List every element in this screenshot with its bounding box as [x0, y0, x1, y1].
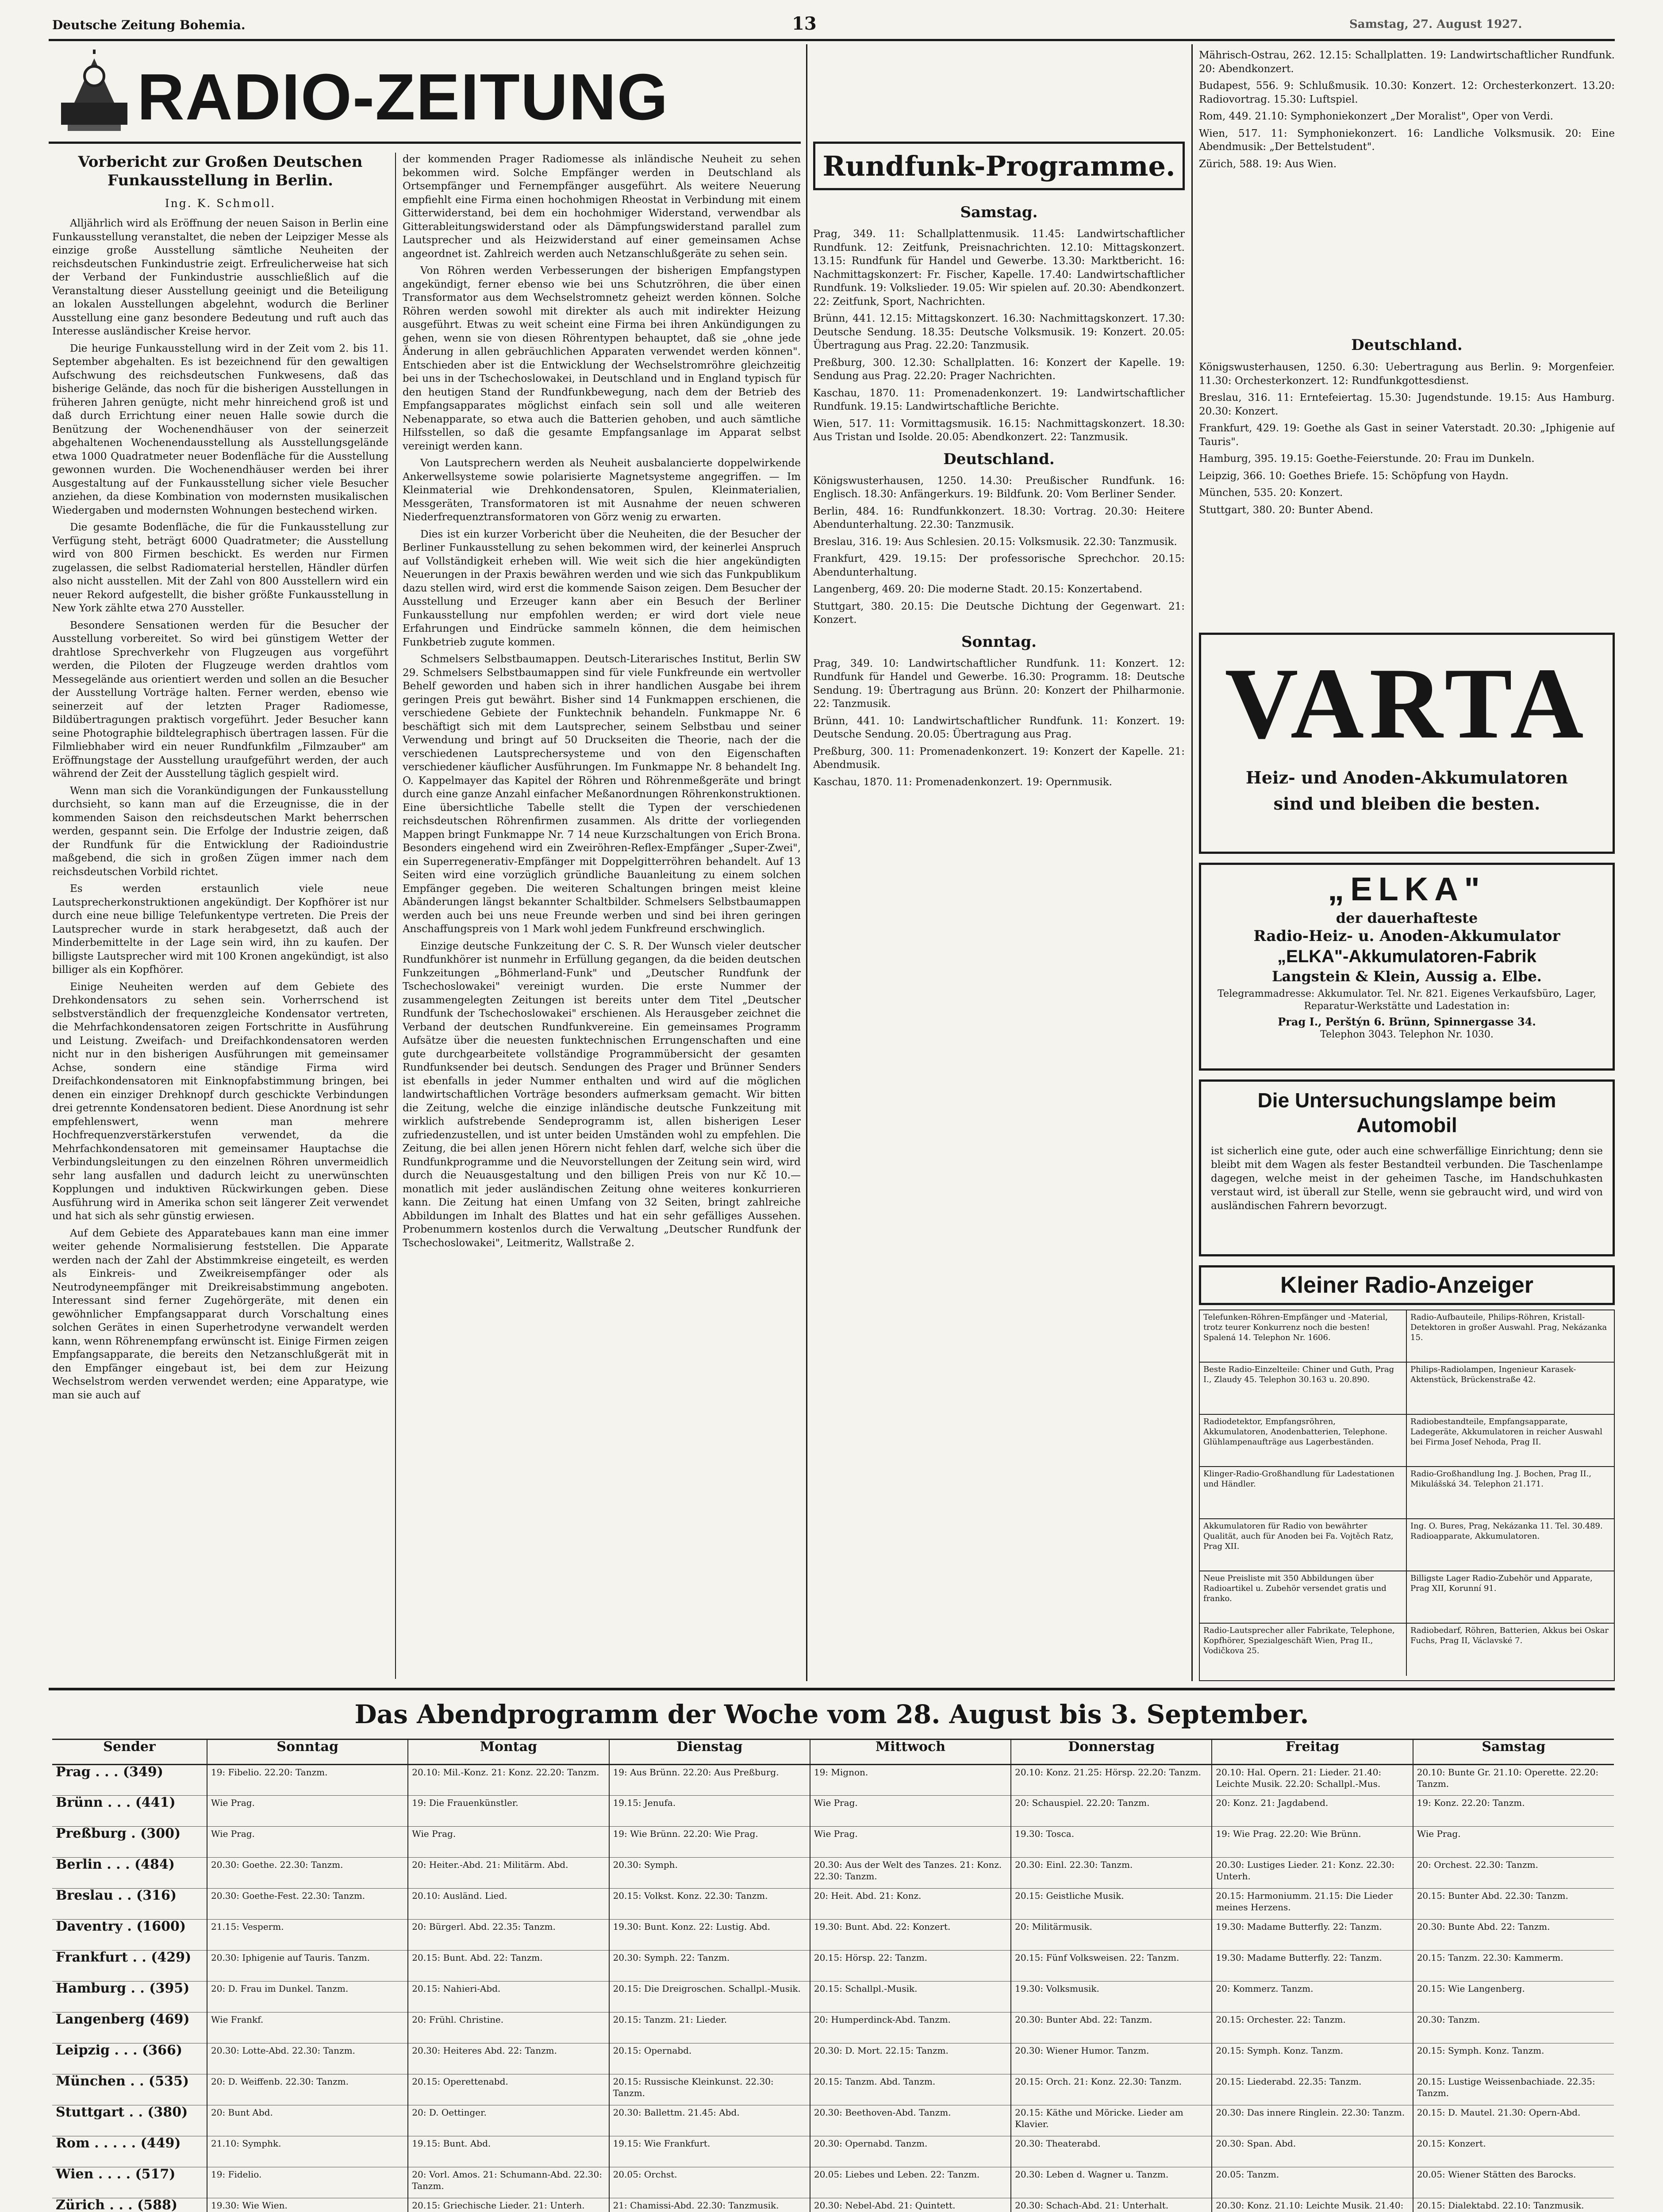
program-entry: Hamburg, 395. 19.15: Goethe-Feierstunde. 20: Frau im Dunkeln.: [1199, 453, 1535, 465]
lamp-ad: [1199, 1079, 1615, 1256]
schedule-cell: 19: Wie Brünn. 22.20: Wie Prag.: [609, 1827, 810, 1858]
programs-heading: Rundfunk-Programme.: [822, 150, 1175, 182]
schedule-cell: 20.30: Bunter Abd. 22: Tanzm.: [1011, 2012, 1212, 2043]
program-entry: Kaschau, 1870. 11: Promenadenkonzert. 19: Opernmusik.: [813, 776, 1112, 788]
schedule-cell: 20.05: Wiener Stätten des Barocks.: [1413, 2167, 1614, 2198]
schedule-cell: 20.15: Volkst. Konz. 22.30: Tanzm.: [609, 1889, 810, 1920]
article-author: Ing. K. Schmoll.: [165, 197, 276, 210]
schedule-cell: 19: Aus Brünn. 22.20: Aus Preßburg.: [609, 1765, 810, 1796]
radio-logo-icon: [57, 50, 132, 134]
schedule-cell: 20.15: Wie Langenberg.: [1413, 1982, 1614, 2012]
schedule-row: [52, 2043, 1614, 2074]
schedule-cell: 20.30: Iphigenie auf Tauris. Tanzm.: [207, 1951, 408, 1982]
schedule-cell: 20: D. Oettinger.: [408, 2105, 609, 2136]
schedule-cell: 20.15: Opernabd.: [609, 2043, 810, 2074]
kleiner-anzeiger-heading: [1199, 1265, 1615, 1305]
schedule-cell: 20.30: Nebel-Abd. 21: Quintett.: [810, 2198, 1011, 2212]
article-paragraph: Einige Neuheiten werden auf dem Gebiete des Drehkondensators zu sehen sein. Vorherrschend ist selbstverständlich der frequenzgleiche Kondensator vertreten, die Mehrfachkondensatoren zeigen Fortschritte in Ausführung und Leistung. Zweifach- und Dreifachkondensatoren werden nicht nur in den bisherigen Ausführungen mit gemeinsamer Achse, sondern eine ständige Firma wird Dreifachkondensatoren mit Einknopfabstimmung bringen, bei denen ein einziger Drehknopf durch geschickte Verbindungen drei getrennte Kondensatoren bedient. Diese Anordnung ist sehr empfehlenswert, wenn man mehrere Hochfrequenzverstärkerstufen verwendet, da die Mehrfachkondensatoren mit gemeinsamer Hauptachse die Verbindungsleitungen zu den einzelnen Röhren unvermeidlich sehr lang ausfallen und dadurch leicht zu unerwünschten Kopplungen und induktiven Rückwirkungen geben. Diese Ausführung wird in Amerika schon seit längerer Zeit verwendet und hat sich als sehr günstig erwiesen.: [52, 981, 388, 1222]
program-entry: Frankfurt, 429. 19.15: Der professorische Sprechchor. 20.15: Abendunterhaltung.: [813, 553, 1185, 578]
schedule-row: [52, 2198, 1614, 2212]
elka-line-6: Prag I., Perštýn 6. Brünn, Spinnergasse 34.: [1278, 1015, 1536, 1028]
article-paragraph: Schmelsers Selbstbaumappen. Deutsch-Literarisches Institut, Berlin SW 29. Schmelsers Selbstbaumappen sind für viele Funkfreunde ein wertvoller Behelf geworden und haben sich in ihrer handlichen Ausgabe bei ihrem geringen Preis gut bewährt. Bisher sind 14 Funkmappen erschienen, die verschiedene Gebiete der Funktechnik behandeln. Funkmappe Nr. 6 beschäftigt sich mit dem Lautsprecher, seinem Selbstbau und seiner Verwendung und bringt auf 50 Druckseiten die Theorie, nach der die verschiedenen Lautsprechersysteme und von den Eigenschaften verschiedener käuflicher Ausführungen. Im Funkmappe Nr. 8 behandelt Ing. O. Kappelmayer das Kapitel der Röhren und Röhrenmeßgeräte und bringt durch eine ganze Anzahl einfacher Meßanordnungen Röhrenkonstruktionen. Eine übersichtliche Tabelle stellt die Typen der verschiedenen reichsdeutschen Röhrenfirmen zusammen. Als dritte der vorliegenden Mappen bringt Funkmappe Nr. 7 14 neue Kurzschaltungen von Erich Brona. Besonders eingehend wird ein Zweiröhren-Reflex-Empfänger „Super-Zwei", ein Superregenerativ-Empfänger mit Doppelgitterröhren behandelt. Auf 13 Seiten wird eine vorzüglich gründliche Bauanleitung zu einem solchen Empfänger gegeben. Die weiteren Schaltungen bringen meist kleine Abänderungen längst bekannter Schaltbilder. Schmelsers Selbstbaumappen werden auch bei uns neue Freunde werben und sind bei ihren geringen Anschaffungspreis von 1 Mark wohl jedem Funkfreund erschwinglich.: [403, 653, 801, 935]
column-header: Montag: [408, 1740, 609, 1765]
schedule-row: [52, 1951, 1614, 1982]
schedule-cell: 20.30: Tanzm.: [1413, 2012, 1614, 2043]
article-paragraph: Wenn man sich die Vorankündigungen der Funkausstellung durchsieht, so kann man auf die Erzeugnisse, die in der kommenden Saison den reichsdeutschen Markt beherrschen werden, gespannt sein. Die Erfolge der Industrie zeigen, daß der Rundfunk für die Entwicklung der Radioindustrie maßgebend, die sich in großen Zügen immer nach dem reichsdeutschen Vorbild richtet.: [52, 785, 388, 878]
elka-line-4: Langstein & Klein, Aussig a. Elbe.: [1272, 968, 1542, 985]
schedule-cell: Wie Prag.: [207, 1827, 408, 1858]
schedule-cell: 19: Wie Prag. 22.20: Wie Brünn.: [1212, 1827, 1413, 1858]
column-header: Sonntag: [207, 1740, 408, 1765]
program-entry: Mährisch-Ostrau, 262. 12.15: Schallplatten. 19: Landwirtschaftlicher Rundfunk. 20: Abendkonzert.: [1199, 50, 1615, 75]
elka-line-3: „ELKA"-Akkumulatoren-Fabrik: [1277, 947, 1536, 966]
schedule-cell: 20.15: Symph. Konz. Tanzm.: [1212, 2043, 1413, 2074]
program-entry: Wien, 517. 11: Symphoniekonzert. 16: Landliche Volksmusik. 20: Eine Abendmusik: „Der Bettelstudent".: [1199, 127, 1615, 153]
elka-line-5: Telegrammadresse: Akkumulator. Tel. Nr. 821. Eigenes Verkaufsbüro, Lager, Reparatur-Werkstätte und Ladestation in:: [1217, 988, 1596, 1012]
schedule-row: [52, 1920, 1614, 1951]
schedule-row: [52, 1982, 1614, 2012]
schedule-cell: 20.15: Tanzm. 21: Lieder.: [609, 2012, 810, 2043]
program-entry: Breslau, 316. 19: Aus Schlesien. 20.15: Volksmusik. 22.30: Tanzmusik.: [813, 536, 1177, 548]
masthead-rule: [49, 142, 801, 144]
schedule-cell: 20: Konz. 21: Jagdabend.: [1212, 1796, 1413, 1827]
schedule-cell: 20: Militärmusik.: [1011, 1920, 1212, 1951]
schedule-cell: Wie Prag.: [810, 1827, 1011, 1858]
schedule-cell: 20: Kommerz. Tanzm.: [1212, 1982, 1413, 2012]
schedule-cell: Wie Frankf.: [207, 2012, 408, 2043]
classified-ad: Neue Preisliste mit 350 Abbildungen über Radioartikel u. Zubehör versendet gratis und franko.: [1200, 1571, 1407, 1624]
classified-ad: Telefunken-Röhren-Empfänger und -Material, trotz teurer Konkurrenz noch die besten! Spalená 14. Telephon Nr. 1606.: [1200, 1310, 1407, 1363]
lamp-ad-text: ist sicherlich eine gute, oder auch eine schwerfällige Einrichtung; denn sie bleibt mit dem Wagen als fester Bestandteil verbunden. Die Taschenlampe dagegen, welche meist in der geheimen Tasche, im Handschuhkasten verstaut wird, ist überall zur Stelle, wenn sie gebraucht wird, und wird von ausländischen Fahrern bevorzugt.: [1211, 1145, 1603, 1212]
schedule-cell: 20: Vorl. Amos. 21: Schumann-Abd. 22.30: Tanzm.: [408, 2167, 609, 2198]
schedule-cell: 20.15: Harmoniumm. 21.15: Die Lieder meines Herzens.: [1212, 1889, 1413, 1920]
classified-ad: Radiodetektor, Empfangsröhren, Akkumulatoren, Anodenbatterien, Telephone. Glühlampenaufträge aus Lagerbeständen.: [1200, 1415, 1407, 1467]
program-entry: Wien, 517. 11: Vormittagsmusik. 16.15: Nachmittagskonzert. 18.30: Aus Tristan und Isolde. 20.05: Abendkonzert. 22: Tanzmusik.: [813, 418, 1185, 443]
schedule-cell: 20.05: Orchst.: [609, 2167, 810, 2198]
schedule-cell: 20.30: Symph. 22: Tanzm.: [609, 1951, 810, 1982]
program-entry: Stuttgart, 380. 20.15: Die Deutsche Dichtung der Gegenwart. 21: Konzert.: [813, 600, 1185, 626]
schedule-cell: 19.15: Bunt. Abd.: [408, 2136, 609, 2167]
schedule-cell: 20.30: Einl. 22.30: Tanzm.: [1011, 1858, 1212, 1889]
schedule-cell: 20.30: Span. Abd.: [1212, 2136, 1413, 2167]
schedule-cell: 19.30: Madame Butterfly. 22: Tanzm.: [1212, 1951, 1413, 1982]
schedule-cell: 19: Mignon.: [810, 1765, 1011, 1796]
article-column-2: [403, 153, 801, 1688]
schedule-cell: 20.15: Symph. Konz. Tanzm.: [1413, 2043, 1614, 2074]
schedule-cell: 20.15: Orch. 21: Konz. 22.30: Tanzm.: [1011, 2074, 1212, 2105]
schedule-cell: 20: Bunt Abd.: [207, 2105, 408, 2136]
schedule-cell: 20.30: Lotte-Abd. 22.30: Tanzm.: [207, 2043, 408, 2074]
program-entry: Prag, 349. 10: Landwirtschaftlicher Rundfunk. 11: Konzert. 12: Rundfunk für Handel und Gewerbe. 16.30: Programm. 18: Deutsche Sendung. 19: Übertragung aus Brünn. 20: Konzert der Philharmonie. 22: Tanzmusik.: [813, 657, 1185, 710]
schedule-row: [52, 2105, 1614, 2136]
schedule-cell: Wie Prag.: [408, 1827, 609, 1858]
schedule-cell: 21.10: Symphk.: [207, 2136, 408, 2167]
column-header: Sender: [52, 1740, 207, 1765]
elka-line-1: der dauerhafteste: [1336, 910, 1478, 926]
classified-ad: Radiobestandteile, Empfangsapparate, Ladegeräte, Akkumulatoren in reicher Auswahl bei Firma Josef Nehoda, Prag II.: [1407, 1415, 1614, 1467]
schedule-cell: 20.15: Hörsp. 22: Tanzm.: [810, 1951, 1011, 1982]
programs-column: [813, 199, 1185, 1681]
day-heading: Deutschland.: [943, 450, 1055, 468]
column-header: Dienstag: [609, 1740, 810, 1765]
schedule-cell: 20.15: Operettenabd.: [408, 2074, 609, 2105]
schedule-cell: 19.30: Bunt. Abd. 22: Konzert.: [810, 1920, 1011, 1951]
article-paragraph: Dies ist ein kurzer Vorbericht über die Neuheiten, die der Besucher der Berliner Funkausstellung zu sehen bekommen wird, der keinerlei Anspruch auf Vollständigkeit erheben will. Wie weit sich die hier angekündigten Neuerungen in der Praxis bewähren werden und wie sich das Funkpublikum dazu stellen wird, wird erst die kommende Saison zeigen. Dem Besucher der Ausstellung und Erzeuger kann aber ein Besuch der Berliner Funkausstellung nur empfohlen werden; er wird dort viele neue Erfahrungen und Eindrücke sammeln können, die dem heimischen Funkbetrieb zugute kommen.: [403, 528, 801, 648]
schedule-cell: 20.30: Schach-Abd. 21: Unterhalt.: [1011, 2198, 1212, 2212]
schedule-cell: 20.10: Mil.-Konz. 21: Konz. 22.20: Tanzm.: [408, 1765, 609, 1796]
schedule-cell: 20.30: Theaterabd.: [1011, 2136, 1212, 2167]
schedule-cell: 20.30: Leben d. Wagner u. Tanzm.: [1011, 2167, 1212, 2198]
schedule-cell: 19.30: Wie Wien.: [207, 2198, 408, 2212]
schedule-cell: 19: Fibelio. 22.20: Tanzm.: [207, 1765, 408, 1796]
lamp-ad-title: Die Untersuchungslampe beim Automobil: [1257, 1089, 1556, 1137]
schedule-cell: 19.30: Volksmusik.: [1011, 1982, 1212, 2012]
station-name: Breslau . . (316): [52, 1889, 207, 1920]
schedule-cell: 20.15: Liederabd. 22.35: Tanzm.: [1212, 2074, 1413, 2105]
station-name: Brünn . . . (441): [52, 1796, 207, 1827]
station-name: Langenberg (469): [52, 2012, 207, 2043]
schedule-cell: 20.15: Bunt. Abd. 22: Tanzm.: [408, 1951, 609, 1982]
column-header: Mittwoch: [810, 1740, 1011, 1765]
program-entry: Langenberg, 469. 20: Die moderne Stadt. 20.15: Konzertabend.: [813, 584, 1143, 595]
schedule-cell: 20.30: Aus der Welt des Tanzes. 21: Konz. 22.30: Tanzm.: [810, 1858, 1011, 1889]
schedule-cell: 20.30: Ballettm. 21.45: Abd.: [609, 2105, 810, 2136]
program-entry: Preßburg, 300. 11: Promenadenkonzert. 19: Konzert der Kapelle. 21: Abendmusik.: [813, 745, 1185, 771]
schedule-cell: 20.15: Tanzm. Abd. Tanzm.: [810, 2074, 1011, 2105]
program-entry: Brünn, 441. 10: Landwirtschaftlicher Rundfunk. 11: Konzert. 19: Deutsche Sendung. 20.05: Übertragung aus Prag.: [813, 715, 1185, 740]
elka-line-7: Telephon 3043. Telephon Nr. 1030.: [1320, 1029, 1494, 1040]
program-entry: Prag, 349. 11: Schallplattenmusik. 11.45: Landwirtschaftlicher Rundfunk. 12: Zeitfunk, Preisnachrichten. 12.10: Mittagskonzert. 13.15: Rundfunk für Handel und Gewerbe. 13.30: Marktbericht. 16: Nachmittagskonzert: Fr. Fischer, Kapelle. 17.40: Landwirtschaftlicher Rundfunk. 19: Volkslieder. 19.05: Wir spielen auf. 20.30: Abendkonzert. 22: Zeitfunk, Sport, Nachrichten.: [813, 228, 1185, 307]
schedule-cell: 20: Heiter.-Abd. 21: Militärm. Abd.: [408, 1858, 609, 1889]
schedule-cell: 20.30: Opernabd. Tanzm.: [810, 2136, 1011, 2167]
schedule-cell: 20.30: Bunte Abd. 22: Tanzm.: [1413, 1920, 1614, 1951]
schedule-cell: 20: Schauspiel. 22.20: Tanzm.: [1011, 1796, 1212, 1827]
program-entry: Königswusterhausen, 1250. 6.30: Uebertragung aus Berlin. 9: Morgenfeier. 11.30: Orchesterkonzert. 12: Rundfunkgottesdienst.: [1199, 361, 1615, 387]
program-entry: Berlin, 484. 16: Rundfunkkonzert. 18.30: Vortrag. 20.30: Heitere Abendunterhaltung. 22.30: Tanzmusik.: [813, 505, 1185, 530]
station-name: Hamburg . . (395): [52, 1982, 207, 2012]
column-header: Donnerstag: [1011, 1740, 1212, 1765]
schedule-cell: 21: Chamissi-Abd. 22.30: Tanzmusik.: [609, 2198, 810, 2212]
schedule-row: [52, 1796, 1614, 1827]
station-name: Daventry . (1600): [52, 1920, 207, 1951]
program-entry: Zürich, 588. 19: Aus Wien.: [1199, 158, 1337, 170]
schedule-cell: 20.30: Symph.: [609, 1858, 810, 1889]
schedule-table-wrap: [52, 1739, 1614, 2212]
schedule-cell: 20.10: Konz. 21.25: Hörsp. 22.20: Tanzm.: [1011, 1765, 1212, 1796]
program-entry: Breslau, 316. 11: Erntefeiertag. 15.30: Jugendstunde. 19.15: Aus Hamburg. 20.30: Konzert.: [1199, 392, 1615, 417]
schedule-top-rule: [49, 1688, 1615, 1690]
article-paragraph: Einzige deutsche Funkzeitung der C. S. R. Der Wunsch vieler deutscher Rundfunkhörer ist nunmehr in Erfüllung gegangen, da die beiden deutschen Funkzeitungen „Böhmerland-Funk" und „Deutscher Rundfunk der Tschechoslowakei" vereinigt wurden. Die erste Nummer der zusammengelegten Zeitungen ist bereits unter dem Titel „Deutscher Rundfunk der Tschechoslowakei" erschienen. Als Herausgeber zeichnet die Verband der deutschen Rundfunkvereine. Ein gemeinsames Programm Aufsätze über die neuesten funktechnischen Errungenschaften und eine gute durchgearbeitete vollständige Programmübersicht der gesamten Rundfunksender bei deutsch. Sendungen des Prager und Brünner Senders ist ebenfalls in jeder Nummer enthalten und wird auf die möglichen landwirtschaftlichen Vorträge besonders aufmerksam gemacht. Wir bitten die Zeitung, welche die einzige inländische deutsche Funkzeitung mit wirklich aufstrebende Sendeprogramm ist, allen bisherigen Leser zufriedenzustellen, und ist unter beiden Umständen wohl zu empfehlen. Die Zeitung, die bei allen jenen Hörern nicht fehlen darf, welche sich über die Rundfunkprogramme und die Neuvorstellungen der Zeitung sein wird, wird durch die Neuausgestaltung und den billigen Preis von nur Kč 10.— monatlich mit jeder ausländischen Zeitung ohne weiteres konkurrieren kann. Die Zeitung hat einen Umfang von 32 Seiten, bringt zahlreiche Abbildungen im Inhalt des Blattes und hat ein sehr gefälliges Aussehen. Probenummern kostenlos durch die Verwaltung „Deutscher Rundfunk der Tschechoslowakei", Leitmeritz, Wallstraße 2.: [403, 940, 801, 1249]
article-column-1: [52, 217, 388, 1690]
schedule-cell: 20.15: Die Dreigroschen. Schallpl.-Musik.: [609, 1982, 810, 2012]
schedule-cell: 20.05: Tanzm.: [1212, 2167, 1413, 2198]
program-entry: Kaschau, 1870. 11: Promenadenkonzert. 19: Landwirtschaftlicher Rundfunk. 19.15: Landwirtschaftliche Berichte.: [813, 387, 1185, 412]
station-name: Wien . . . . (517): [52, 2167, 207, 2198]
schedule-cell: 19.15: Jenufa.: [609, 1796, 810, 1827]
schedule-cell: Wie Prag.: [1413, 1827, 1614, 1858]
schedule-table: [52, 1739, 1614, 2212]
article-title: Vorbericht zur Großen Deutschen Funkausstellung in Berlin.: [78, 153, 363, 189]
schedule-cell: 20.15: D. Mautel. 21.30: Opern-Abd.: [1413, 2105, 1614, 2136]
schedule-cell: 20.15: Konzert.: [1413, 2136, 1614, 2167]
article-paragraph: Besondere Sensationen werden für die Besucher der Ausstellung vorbereitet. So wird bei günstigem Wetter der drahtlose Sprechverkehr von Flugzeugen aus vorgeführt werden, die Piloten der Flugzeuge werden drahtlos vom Messegelände aus orientiert werden und sollen an die Besucher der Ausstellung Vorträge halten. Ferner werden, ebenso wie seinerzeit auf der letzten Prager Radiomesse, Bildübertragungen praktisch vorgeführt. Jeder Besucher kann seine Photographie bildtelegraphisch übertragen lassen. Für die Filmliebhaber wird ein neuer Rundfunkfilm „Filmzauber" am Eröffnungstage der Ausstellung uraufgeführt werden, der auch während der Zeit der Ausstellung täglich gespielt wird.: [52, 619, 388, 780]
schedule-cell: 20.15: Käthe und Möricke. Lieder am Klavier.: [1011, 2105, 1212, 2136]
article-paragraph: der kommenden Prager Radiomesse als inländische Neuheit zu sehen bekommen wird. Solche Empfänger werden in Deutschland als Ortsempfänger und Fernempfänger ausgeführt. Als weitere Neuerung empfiehlt eine Firma einen hochohmigen Rheostat in Verbindung mit einem Gitterwiderstand, bei dem ein hochohmiger Widerstand, verwendbar als Gitterableitungswiderstand oder als Dämpfungswiderstand parallel zum Lautsprecher und als Heizwiderstand auf einer gemeinsamen Achse angeordnet ist. Zahlreich werden auch Netzanschlußgeräte zu sehen sein.: [403, 154, 801, 260]
schedule-cell: 20: Frühl. Christine.: [408, 2012, 609, 2043]
station-name: Frankfurt . . (429): [52, 1951, 207, 1982]
classified-ad: Philips-Radiolampen, Ingenieur Karasek-Aktenstück, Brückenstraße 42.: [1407, 1363, 1614, 1415]
program-entry: Brünn, 441. 12.15: Mittagskonzert. 16.30: Nachmittagskonzert. 17.30: Deutsche Sendung. 18.35: Deutsche Volksmusik. 19: Konzert. 20.05: Übertragung aus Prag. 22.20: Tanzmusik.: [813, 313, 1185, 351]
classified-ad: Akkumulatoren für Radio von bewährter Qualität, auch für Anoden bei Fa. Vojtěch Ratz, Prag XII.: [1200, 1519, 1407, 1571]
program-entry: München, 535. 20: Konzert.: [1199, 487, 1343, 499]
schedule-cell: 20.30: Konz. 21.10: Leichte Musik. 21.40:: [1212, 2198, 1413, 2212]
schedule-cell: 20.30: Lustiges Lieder. 21: Konz. 22.30: Unterh.: [1212, 1858, 1413, 1889]
schedule-header-row: [52, 1740, 1614, 1765]
schedule-cell: 21.15: Vesperm.: [207, 1920, 408, 1951]
page-number: 13: [792, 13, 817, 34]
station-name: Preßburg . (300): [52, 1827, 207, 1858]
program-entry: Rom, 449. 21.10: Symphoniekonzert „Der Moralist", Oper von Verdi.: [1199, 111, 1553, 122]
schedule-cell: 20: D. Frau im Dunkel. Tanzm.: [207, 1982, 408, 2012]
column-divider: [806, 44, 807, 1681]
classified-ad: Ing. O. Bures, Prag, Nekázanka 11. Tel. 30.489. Radioapparate, Akkumulatoren.: [1407, 1519, 1614, 1571]
schedule-cell: 20: Heit. Abd. 21: Konz.: [810, 1889, 1011, 1920]
programs-heading-box: [813, 142, 1185, 190]
right-programs: [1199, 49, 1615, 319]
station-name: Berlin . . . (484): [52, 1858, 207, 1889]
article-paragraph: Alljährlich wird als Eröffnung der neuen Saison in Berlin eine Funkausstellung veranstaltet, die neben der Leipziger Messe als einzige große Ausstellung sämtliche Neuheiten der reichsdeutschen Funkindustrie zeigt. Erfreulicherweise hat sich der Verband der Funkindustrie ausschließlich auf die Veranstaltung dieser Ausstellung geeinigt und die Beteiligung an lokalen Ausstellungen abgelehnt, wodurch die Berliner Ausstellung eine ganz besondere Bedeutung und ruft auch das Interesse ausländischer Kreise hervor.: [52, 218, 388, 337]
station-name: Stuttgart . . (380): [52, 2105, 207, 2136]
schedule-cell: 20.30: Goethe-Fest. 22.30: Tanzm.: [207, 1889, 408, 1920]
station-name: München . . (535): [52, 2074, 207, 2105]
schedule-cell: 20.30: Beethoven-Abd. Tanzm.: [810, 2105, 1011, 2136]
radio-masthead: RADIO-ZEITUNG: [137, 61, 669, 134]
schedule-cell: 20.30: Heiteres Abd. 22: Tanzm.: [408, 2043, 609, 2074]
schedule-cell: 19: Konz. 22.20: Tanzm.: [1413, 1796, 1614, 1827]
station-name: Prag . . . (349): [52, 1765, 207, 1796]
elka-ad: [1199, 863, 1615, 1071]
article-paragraph: Auf dem Gebiete des Apparatebaues kann man eine immer weiter gehende Normalisierung feststellen. Die Apparate werden nach der Zahl der Abstimmkreise eingeteilt, es werden als Einkreis- und Zweikreisempfänger oder als Neutrodyneempfänger mit Dreikreisabstimmung angeboten. Interessant sind ferner Zugehörgeräte, mit denen ein gewöhnlicher Empfangsapparat durch Vorschaltung eines solchen Gerätes in einen Superhetrodyne verwandelt werden kann, wenn Röhrenempfang erwünscht ist. Einige Firmen zeigen Empfangsapparate, die bereits den Netzanschlußgerät mit in den Empfänger eingebaut ist, bei dem zur Heizung Wechselstrom werden verwendet werden; eine Apparatype, wie man sie auch auf: [52, 1227, 388, 1401]
program-entry: Frankfurt, 429. 19: Goethe als Gast in seiner Vaterstadt. 20.30: „Iphigenie auf Tauris".: [1199, 422, 1615, 448]
schedule-cell: 20.10: Ausländ. Lied.: [408, 1889, 609, 1920]
elka-brand: „ELKA": [1328, 871, 1486, 907]
schedule-cell: 19.30: Bunt. Konz. 22: Lustig. Abd.: [609, 1920, 810, 1951]
schedule-cell: 20.15: Bunter Abd. 22.30: Tanzm.: [1413, 1889, 1614, 1920]
schedule-cell: 19.30: Madame Butterfly. 22: Tanzm.: [1212, 1920, 1413, 1951]
schedule-row: [52, 1889, 1614, 1920]
classified-ad: Billigste Lager Radio-Zubehör und Apparate, Prag XII, Korunní 91.: [1407, 1571, 1614, 1624]
article-paragraph: Die gesamte Bodenfläche, die für die Funkausstellung zur Verfügung steht, beträgt 6000 Quadratmeter; die Ausstellung wird von 800 Firmen beschickt. Es werden nur Firmen zugelassen, die selbst Radiomaterial herstellen, Händler dürfen also nicht ausstellen. Mit der Zahl von 800 Ausstellern wird ein neuer Rekord aufgestellt, die bisher größte Funkausstellung in New York zählte etwa 270 Aussteller.: [52, 522, 388, 614]
schedule-cell: 19: Die Frauenkünstler.: [408, 1796, 609, 1827]
schedule-row: [52, 1827, 1614, 1858]
column-header: Samstag: [1413, 1740, 1614, 1765]
schedule-row: [52, 2074, 1614, 2105]
schedule-row: [52, 1858, 1614, 1889]
schedule-cell: 20.15: Schallpl.-Musik.: [810, 1982, 1011, 2012]
column-divider: [1191, 44, 1193, 1681]
article-paragraph: Von Lautsprechern werden als Neuheit ausbalancierte doppelwirkende Ankerwellsysteme sowie polarisierte Magnetsysteme angegriffen. — Im Kleinmaterial wie Drehkondensatoren, Spulen, Kleinmaterialien, Messgeräten, Transformatoren ist mit Ausnahme der neuen schweren Niederfrequenztransformatoren von Görz wenig zu erwarten.: [403, 457, 801, 523]
station-name: Rom . . . . . (449): [52, 2136, 207, 2167]
station-name: Zürich . . . (588): [52, 2198, 207, 2212]
column-divider: [395, 153, 396, 1679]
program-entry: Budapest, 556. 9: Schlußmusik. 10.30: Konzert. 12: Orchesterkonzert. 13.20: Radiovortrag. 15.30: Luftspiel.: [1199, 80, 1615, 105]
schedule-cell: 20.15: Orchester. 22: Tanzm.: [1212, 2012, 1413, 2043]
schedule-cell: 20.10: Bunte Gr. 21.10: Operette. 22.20: Tanzm.: [1413, 1765, 1614, 1796]
schedule-row: [52, 2136, 1614, 2167]
column-header: Freitag: [1212, 1740, 1413, 1765]
schedule-row: [52, 2167, 1614, 2198]
schedule-cell: 20.15: Nahieri-Abd.: [408, 1982, 609, 2012]
elka-line-2: Radio-Heiz- u. Anoden-Akkumulator: [1253, 927, 1560, 945]
varta-brand: VARTA: [1225, 647, 1589, 760]
article-paragraph: Die heurige Funkausstellung wird in der Zeit vom 2. bis 11. September abgehalten. Es ist bezeichnend für den gewaltigen Aufschwung des reichsdeutschen Funkwesens, daß das bisherige Gelände, das noch für die bisherigen Ausstellungen in früheren Jahren genügte, nicht mehr hinreichend groß ist und daß durch Errichtung einer neuen Halle sowie durch die Benützung der Wochenendhäuser von der seinerzeit abgehaltenen Wochenendausstellung als Ausstellungsgelände etwa 1000 Quadratmeter neuer Bodenfläche für die Ausstellung gewonnen wurden. Die Wochenendhäuser werden bei ihrer Ausgestaltung auf der Funkausstellung sicher viele Besucher anziehen, da diese Kombination von modernsten musikalischen Wiedergaben und modernsten Wohnungen bestechend wirken.: [52, 342, 388, 516]
classified-ad: Radio-Großhandlung Ing. J. Bochen, Prag II., Mikulášská 34. Telephon 21.171.: [1407, 1467, 1614, 1519]
schedule-title: Das Abendprogramm der Woche vom 28. August bis 3. September.: [354, 1699, 1309, 1729]
schedule-cell: 20.30: Wiener Humor. Tanzm.: [1011, 2043, 1212, 2074]
schedule-cell: 20.15: Dialektabd. 22.10: Tanzmusik.: [1413, 2198, 1614, 2212]
right-programs-de: [1199, 361, 1615, 622]
schedule-cell: 19: Fidelio.: [207, 2167, 408, 2198]
schedule-row: [52, 1765, 1614, 1796]
day-heading: Deutschland.: [1351, 336, 1463, 354]
schedule-cell: 20.15: Fünf Volksweisen. 22: Tanzm.: [1011, 1951, 1212, 1982]
varta-line-2: sind und bleiben die besten.: [1273, 794, 1540, 814]
classified-ad: Radio-Aufbauteile, Philips-Röhren, Kristall-Detektoren in großer Auswahl. Prag, Nekázanka 15.: [1407, 1310, 1614, 1363]
article-paragraph: Von Röhren werden Verbesserungen der bisherigen Empfangstypen angekündigt, ferner ebenso wie bei uns Schutzröhren, die über einen Transformator aus dem Wechselstromnetz geheizt werden können. Solche Röhren werden sowohl mit direkter als auch mit indirekter Heizung ausgeführt. Etwas zu weit scheint eine Firma bei ihren Ankündigungen zu gehen, wenn sie von diesen Röhrentypen behauptet, daß sie „ohne jede Änderung in allen gebräuchlichen Apparaten verwendet werden können". Entschieden aber ist die Entwicklung der Wechselstromröhre gleichzeitig bei uns in der Tschechoslowakei, in Deutschland und in England typisch für den heutigen Stand der Rundfunkbewegung, nach dem der Betrieb des Empfangsapparates möglichst einfach sein soll und alle weiteren Nebenapparate, so etwa auch die Batterien gehoben, und auch sämtliche Hilfsstellen, so daß die gesamte Empfangsanlage im Apparat selbst vereinigt werden kann.: [403, 265, 801, 452]
schedule-row: [52, 2012, 1614, 2043]
varta-ad: [1199, 633, 1615, 854]
schedule-cell: 20.15: Geistliche Musik.: [1011, 1889, 1212, 1920]
running-header-left: Deutsche Zeitung Bohemia.: [52, 18, 246, 32]
classified-ad: Klinger-Radio-Großhandlung für Ladestationen und Händler.: [1200, 1467, 1407, 1519]
kleiner-anzeiger-grid: [1199, 1310, 1615, 1681]
kleiner-anzeiger-title: Kleiner Radio-Anzeiger: [1280, 1272, 1534, 1298]
classified-ad: Radio-Lautsprecher aller Fabrikate, Telephone, Kopfhörer, Spezialgeschäft Wien, Prag II., Vodičkova 25.: [1200, 1624, 1407, 1676]
program-entry: Königswusterhausen, 1250. 14.30: Preußischer Rundfunk. 16: Englisch. 18.30: Anfängerkurs. 19: Bildfunk. 20: Vom Berliner Sender.: [813, 475, 1185, 500]
schedule-cell: 20.05: Liebes und Leben. 22: Tanzm.: [810, 2167, 1011, 2198]
schedule-cell: 20.15: Russische Kleinkunst. 22.30: Tanzm.: [609, 2074, 810, 2105]
schedule-cell: 20: Orchest. 22.30: Tanzm.: [1413, 1858, 1614, 1889]
station-name: Leipzig . . . (366): [52, 2043, 207, 2074]
day-heading: Samstag.: [960, 204, 1038, 221]
day-heading: Sonntag.: [961, 633, 1037, 651]
classified-ad: Beste Radio-Einzelteile: Chiner und Guth, Prag I., Zlaudy 45. Telephon 30.163 u. 20.890.: [1200, 1363, 1407, 1415]
schedule-cell: 20.15: Tanzm. 22.30: Kammerm.: [1413, 1951, 1614, 1982]
program-entry: Leipzig, 366. 10: Goethes Briefe. 15: Schöpfung von Haydn.: [1199, 470, 1509, 482]
schedule-cell: 19.15: Wie Frankfurt.: [609, 2136, 810, 2167]
schedule-cell: 20.15: Griechische Lieder. 21: Unterh.: [408, 2198, 609, 2212]
varta-line-1: Heiz- und Anoden-Akkumulatoren: [1245, 768, 1568, 787]
running-header-right: Samstag, 27. August 1927.: [1349, 18, 1522, 31]
schedule-cell: 20.10: Hal. Opern. 21: Lieder. 21.40: Leichte Musik. 22.20: Schallpl.-Mus.: [1212, 1765, 1413, 1796]
schedule-cell: 20: D. Weiffenb. 22.30: Tanzm.: [207, 2074, 408, 2105]
program-entry: Stuttgart, 380. 20: Bunter Abend.: [1199, 504, 1373, 516]
schedule-cell: 20.15: Lustige Weissenbachiade. 22.35: Tanzm.: [1413, 2074, 1614, 2105]
schedule-cell: 20.30: Goethe. 22.30: Tanzm.: [207, 1858, 408, 1889]
article-paragraph: Es werden erstaunlich viele neue Lautsprecherkonstruktionen angekündigt. Der Kopfhörer ist nur durch eine neue billige Telefunkentype vertreten. Die Preis der Lautsprecher wurde in stark herabgesetzt, daß auch der Minderbemittelte in der Lage sein wird, ihn zu kaufen. Der billigste Lautsprecher wird mit 100 Kronen angekündigt, ist also billiger als ein Kopfhörer.: [52, 883, 388, 975]
schedule-cell: Wie Prag.: [810, 1796, 1011, 1827]
schedule-cell: 20.30: Das innere Ringlein. 22.30: Tanzm.: [1212, 2105, 1413, 2136]
classified-ad: Radiobedarf, Röhren, Batterien, Akkus bei Oskar Fuchs, Prag II, Václavské 7.: [1410, 1626, 1609, 1645]
schedule-cell: 20: Humperdinck-Abd. Tanzm.: [810, 2012, 1011, 2043]
program-entry: Preßburg, 300. 12.30: Schallplatten. 16: Konzert der Kapelle. 19: Sendung aus Prag. 22.20: Prager Nachrichten.: [813, 357, 1185, 382]
schedule-cell: 20.30: D. Mort. 22.15: Tanzm.: [810, 2043, 1011, 2074]
schedule-cell: Wie Prag.: [207, 1796, 408, 1827]
schedule-cell: 20: Bürgerl. Abd. 22.35: Tanzm.: [408, 1920, 609, 1951]
header-rule: [49, 39, 1615, 41]
schedule-cell: 19.30: Tosca.: [1011, 1827, 1212, 1858]
